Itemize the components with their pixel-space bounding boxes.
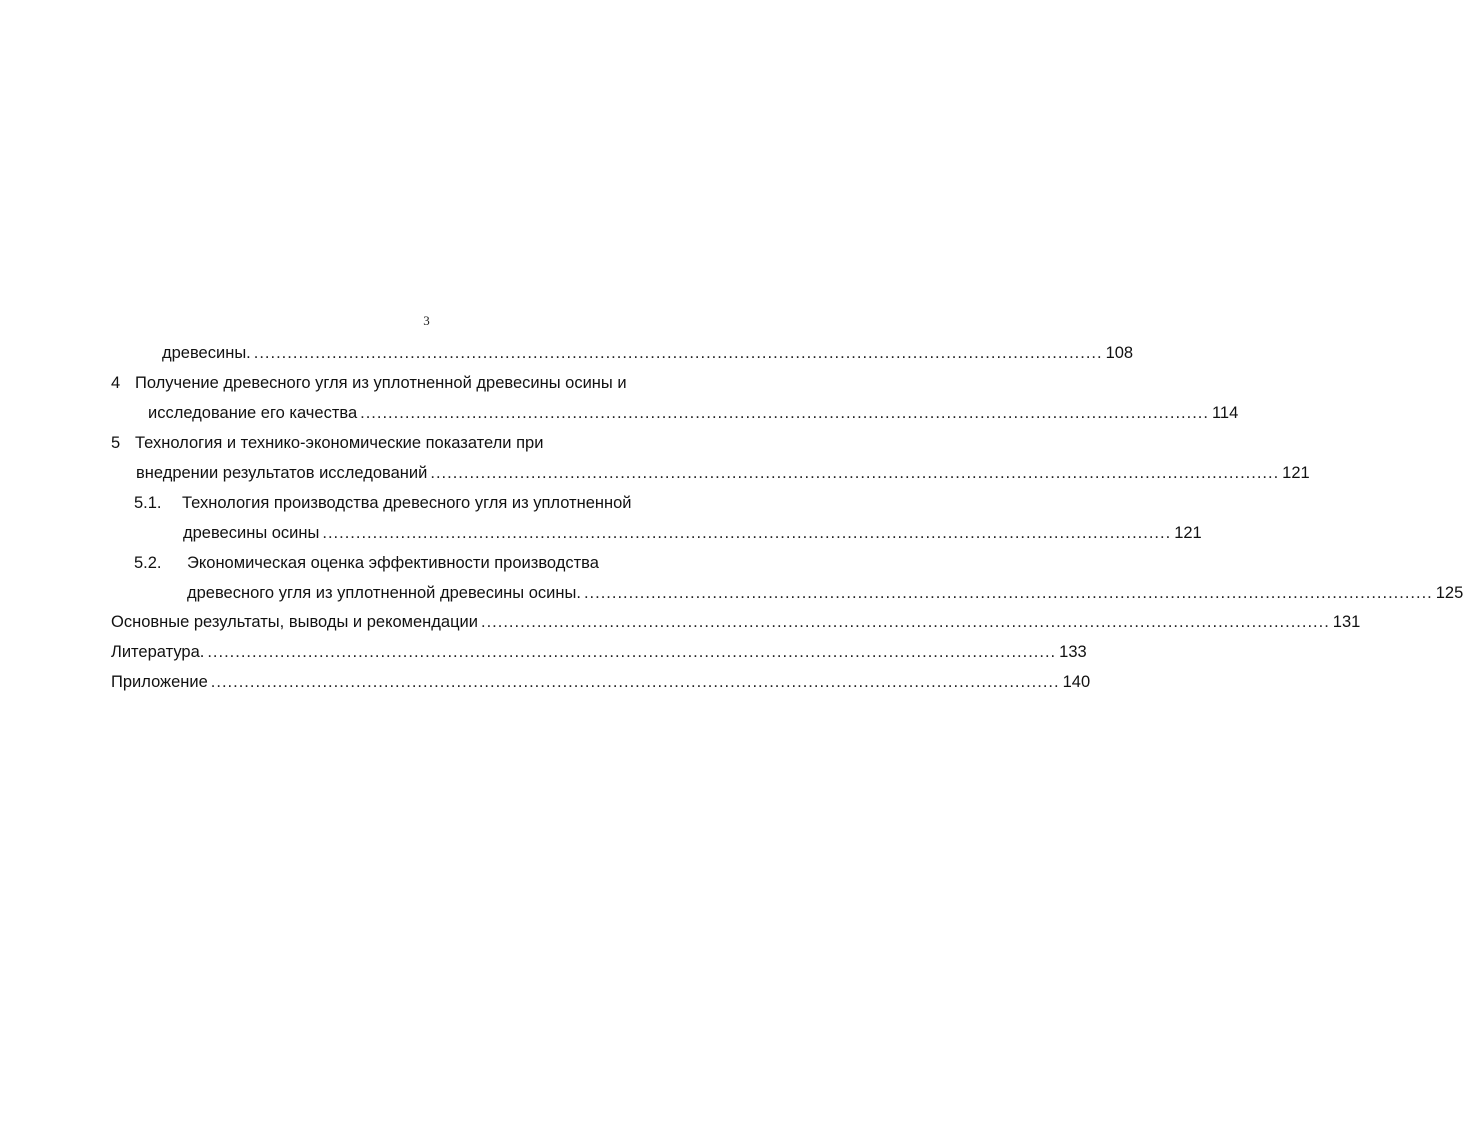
toc-page-number: 121 [1174, 524, 1202, 542]
toc-leader-dots: ........................................................................................................................................................ [480, 613, 1330, 631]
toc-entry-section-5-2 [187, 582, 1463, 604]
toc-leader-dots: ........................................................................................................................................................ [253, 344, 1103, 362]
toc-leader-dots: ........................................................................................................................................................ [583, 584, 1433, 602]
toc-entry-chapter-4 [148, 402, 1239, 424]
toc-leader-dots: ........................................................................................................................................................ [322, 524, 1172, 542]
toc-chapter-title: Получение древесного угля из уплотненной древесины осины и [135, 374, 627, 392]
toc-entry-text: древесины осины [183, 524, 320, 542]
page-number: 3 [423, 313, 430, 328]
toc-entry-section-5-1 [183, 522, 1202, 544]
toc-page-number: 108 [1105, 344, 1134, 362]
toc-entry-text: Литература. [111, 643, 205, 661]
toc-chapter-title: Технология и технико-экономические показатели при [135, 434, 544, 452]
toc-page-number: 125 [1435, 584, 1463, 602]
toc-entry-literature [111, 641, 1087, 663]
toc-entry-conclusions [111, 611, 1361, 633]
toc-leader-dots: ........................................................................................................................................................ [207, 643, 1057, 661]
toc-leader-dots: ........................................................................................................................................................ [210, 673, 1060, 691]
toc-entry-text: внедрении результатов исследований [136, 464, 428, 482]
toc-section-number: 5.1. [134, 494, 162, 512]
toc-chapter-number: 4 [111, 374, 121, 392]
toc-page-number: 140 [1062, 673, 1091, 691]
toc-entry-text: исследование его качества [148, 404, 358, 422]
toc-section-title: Экономическая оценка эффективности производства [187, 554, 599, 572]
toc-leader-dots: ........................................................................................................................................................ [360, 404, 1209, 422]
toc-chapter-number: 5 [111, 434, 121, 452]
toc-entry-text: Приложение [111, 673, 208, 691]
toc-leader-dots: ........................................................................................................................................................ [430, 464, 1280, 482]
toc-page-number: 133 [1059, 643, 1087, 661]
toc-entry-text: древесного угля из уплотненной древесины осины. [187, 584, 581, 602]
toc-entry-appendix [111, 671, 1091, 693]
toc-entry-chapter-5 [136, 462, 1310, 484]
toc-entry-text: древесины. [162, 344, 251, 362]
toc-page-number: 131 [1332, 613, 1361, 631]
toc-page-number: 114 [1211, 404, 1239, 422]
toc-section-number: 5.2. [134, 554, 162, 572]
toc-page-number: 121 [1282, 464, 1310, 482]
toc-entry-text: Основные результаты, выводы и рекомендации [111, 613, 478, 631]
toc-section-title: Технология производства древесного угля из уплотненной [182, 494, 632, 512]
toc-entry-continuation [162, 342, 1134, 364]
